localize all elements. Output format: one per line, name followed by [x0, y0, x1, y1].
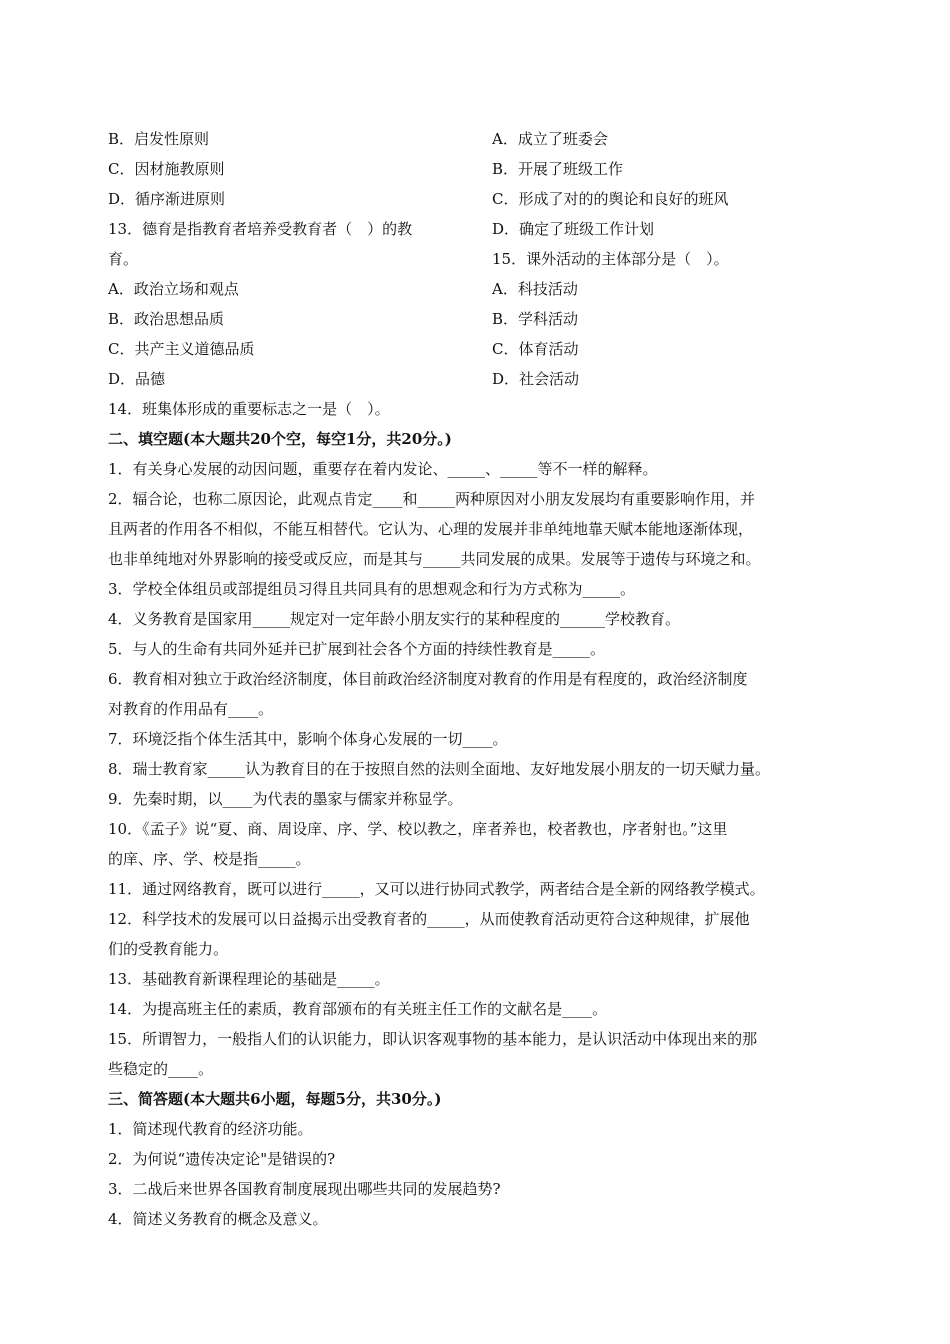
- text-line: 6．教育相对独立于政治经济制度，体目前政治经济制度对教育的作用是有程度的，政治经济制度: [108, 670, 748, 688]
- text-line: 14．为提高班主任的素质，教育部颁布的有关班主任工作的文献名是____。: [108, 1000, 608, 1018]
- option-line: A．成立了班委会: [492, 130, 608, 148]
- text-line: 7．环境泛指个体生活其中，影响个体身心发展的一切____。: [108, 730, 508, 748]
- text-line: 2．辐合论，也称二原因论，此观点肯定____和_____两种原因对小朋友发展均有重要影响作用，并: [108, 490, 756, 508]
- question-line: 14．班集体形成的重要标志之一是（ ）。: [108, 400, 390, 418]
- text-line: 12．科学技术的发展可以日益揭示出受教育者的_____，从而使教育活动更符合这种规律，扩展他: [108, 910, 750, 928]
- right-column: [492, 124, 848, 394]
- text-line: 9．先秦时期，以____为代表的墨家与儒家并称显学。: [108, 790, 463, 808]
- option-line: C．体育活动: [492, 340, 579, 358]
- text-line: 且两者的作用各不相似，不能互相替代。它认为、心理的发展并非单纯地靠天赋本能地逐渐体现，: [108, 520, 754, 538]
- option-line: D．确定了班级工作计划: [492, 220, 655, 238]
- option-line: D．品德: [108, 370, 166, 388]
- option-line: B．学科活动: [492, 310, 579, 328]
- option-line: C．因材施教原则: [108, 160, 225, 178]
- text-line: 10．《孟子》说“夏、商、周设庠、序、学、校以教之，庠者养也，校者教也，序者射也。”这里: [108, 820, 728, 838]
- text-line: 们的受教育能力。: [108, 940, 229, 958]
- text-line: 15．所谓智力，一般指人们的认识能力，即认识客观事物的基本能力，是认识活动中体现出来的那: [108, 1030, 758, 1048]
- option-line: C．形成了对的的舆论和良好的班风: [492, 190, 729, 208]
- text-line: 8．瑞士教育家_____认为教育目的在于按照自然的法则全面地、友好地发展小朋友的一切天赋力量。: [108, 760, 771, 778]
- question-line: 15．课外活动的主体部分是（ ）。: [492, 250, 729, 268]
- text-line: 3．学校全体组员或部提组员习得且共同具有的思想观念和行为方式称为_____。: [108, 580, 636, 598]
- option-line: B．启发性原则: [108, 130, 210, 148]
- option-line: A．政治立场和观点: [108, 280, 239, 298]
- question-line: 育。: [108, 250, 139, 268]
- option-line: D．社会活动: [492, 370, 580, 388]
- text-line: 4．义务教育是国家用_____规定对一定年龄小朋友实行的某种程度的______学校教育。: [108, 610, 681, 628]
- text-line: 4．简述义务教育的概念及意义。: [108, 1210, 328, 1228]
- text-line: 3．二战后来世界各国教育制度展现出哪些共同的发展趋势?: [108, 1180, 501, 1198]
- fill-in-section: [108, 424, 843, 1084]
- text-line: 13．基础教育新课程理论的基础是_____。: [108, 970, 390, 988]
- option-line: B．政治思想品质: [108, 310, 225, 328]
- section-heading: 三、简答题(本大题共6小题，每题5分，共30分。): [108, 1090, 442, 1108]
- question-line: 13．德育是指教育者培养受教育者（ ）的教: [108, 220, 413, 238]
- text-line: 也非单纯地对外界影响的接受或反应，而是其与_____共同发展的成果。发展等于遗传与环境之和。: [108, 550, 761, 568]
- option-line: D．循序渐进原则: [108, 190, 226, 208]
- text-line: 些稳定的____。: [108, 1060, 214, 1078]
- text-line: 对教育的作用品有____。: [108, 700, 274, 718]
- option-line: C．共产主义道德品质: [108, 340, 255, 358]
- option-line: B．开展了班级工作: [492, 160, 624, 178]
- short-answer-section: [108, 1084, 843, 1234]
- text-line: 1．有关身心发展的动因问题，重要存在着内发论、_____、_____等不一样的解释。: [108, 460, 658, 478]
- text-line: 11．通过网络教育，既可以进行_____，又可以进行协同式教学，两者结合是全新的网络教学模式。: [108, 880, 765, 898]
- left-column: [108, 124, 468, 424]
- text-line: 5．与人的生命有共同外延并已扩展到社会各个方面的持续性教育是_____。: [108, 640, 606, 658]
- section-heading: 二、填空题(本大题共20个空，每空1分，共20分。): [108, 430, 452, 448]
- option-line: A．科技活动: [492, 280, 578, 298]
- text-line: 的庠、序、学、校是指_____。: [108, 850, 311, 868]
- text-line: 2．为何说“遗传决定论"是错误的?: [108, 1150, 336, 1168]
- text-line: 1．简述现代教育的经济功能。: [108, 1120, 313, 1138]
